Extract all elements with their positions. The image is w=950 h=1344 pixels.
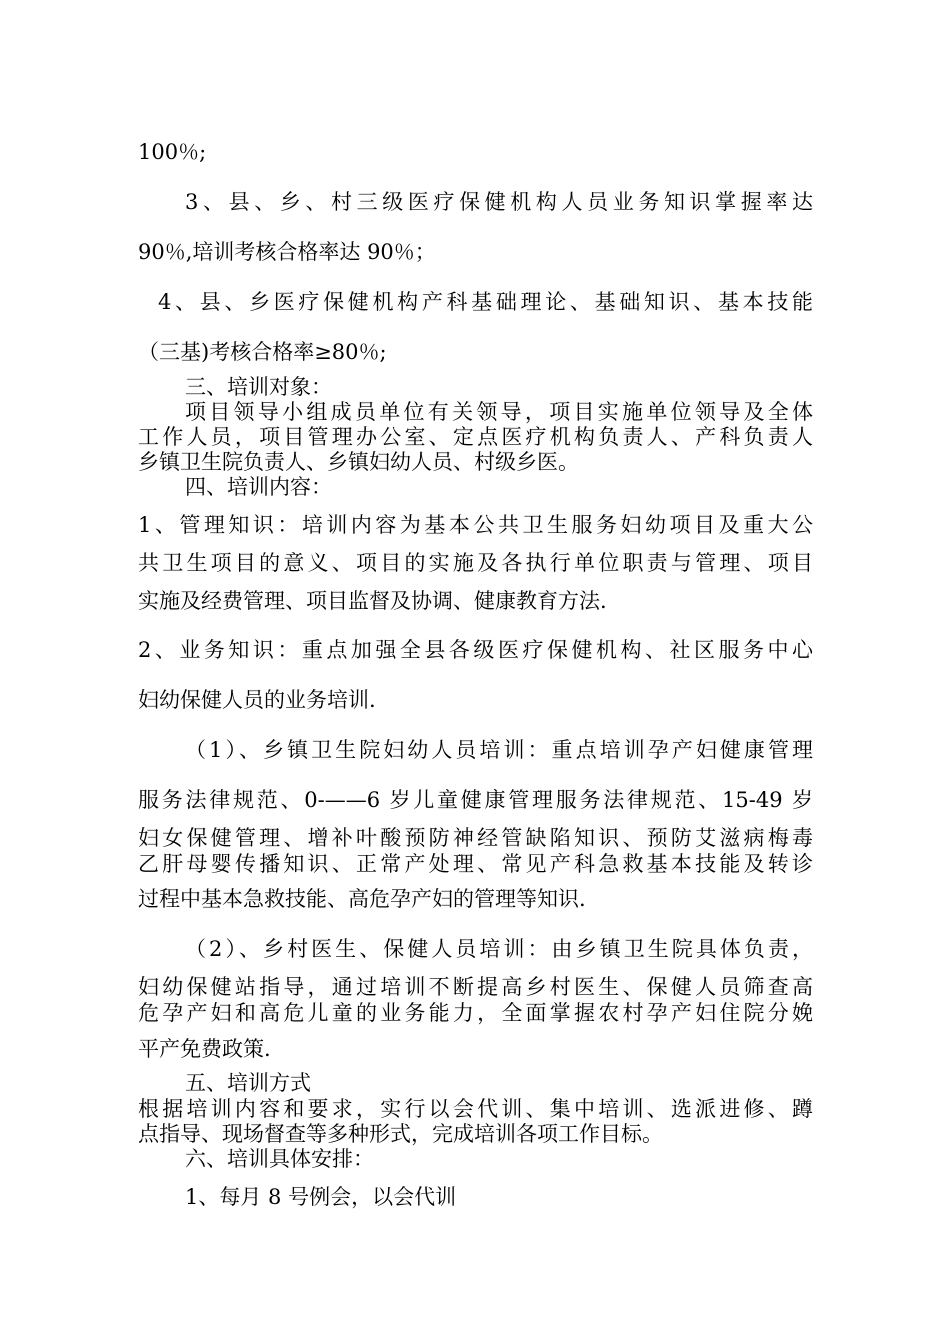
text-line: 共卫生项目的意义、项目的实施及各执行单位职责与管理、项目	[138, 551, 813, 575]
text-line: 根据培训内容和要求，实行以会代训、集中培训、选派进修、蹲	[138, 1097, 813, 1121]
text-line: 4、县、乡医疗保健机构产科基础理论、基础知识、基本技能	[158, 290, 813, 314]
text-line: （1）、乡镇卫生院妇幼人员培训：重点培训孕产妇健康管理	[185, 738, 813, 762]
text-line: （三基)考核合格率≥80％;	[138, 340, 387, 364]
text-line: 3、县、乡、村三级医疗保健机构人员业务知识掌握率达	[185, 190, 813, 214]
text-line: 1、每月 8 号例会，以会代训	[185, 1185, 457, 1209]
text-line: 妇幼保健人员的业务培训.	[138, 688, 376, 712]
text-line: 乡镇卫生院负责人、乡镇妇幼人员、村级乡医。	[138, 450, 579, 474]
text-line: （2）、乡村医生、保健人员培训：由乡镇卫生院具体负责，	[185, 937, 813, 961]
text-line: 实施及经费管理、项目监督及协调、健康教育方法.	[138, 589, 607, 613]
text-line: 服务法律规范、0-——6 岁儿童健康管理服务法律规范、15-49 岁	[138, 788, 813, 812]
text-line: 过程中基本急救技能、高危孕产妇的管理等知识.	[138, 887, 586, 911]
text-line: 工作人员，项目管理办公室、定点医疗机构负责人、产科负责人	[138, 425, 813, 449]
text-line: 乙肝母婴传播知识、正常产处理、常见产科急救基本技能及转诊	[138, 852, 813, 876]
text-line: 2、业务知识：重点加强全县各级医疗保健机构、社区服务中心	[138, 638, 813, 662]
text-line: 妇幼保健站指导，通过培训不断提高乡村医生、保健人员筛查高	[138, 975, 813, 999]
text-line: 妇女保健管理、增补叶酸预防神经管缺陷知识、预防艾滋病梅毒	[138, 826, 813, 850]
section-heading: 五、培训方式	[185, 1071, 311, 1095]
text-line: 点指导、现场督查等多种形式，完成培训各项工作目标。	[138, 1122, 663, 1146]
text-line: 平产免费政策.	[138, 1037, 271, 1061]
section-heading: 三、培训对象：	[185, 375, 332, 399]
text-line: 1、管理知识：培训内容为基本公共卫生服务妇幼项目及重大公	[138, 513, 813, 537]
section-heading: 六、培训具体安排：	[185, 1147, 374, 1171]
text-line: 危孕产妇和高危儿童的业务能力，全面掌握农村孕产妇住院分娩	[138, 1001, 813, 1025]
text-line: 100％;	[138, 140, 207, 164]
text-line: 90％,培训考核合格率达 90％；	[138, 240, 436, 264]
text-line: 项目领导小组成员单位有关领导，项目实施单位领导及全体	[185, 400, 813, 424]
section-heading: 四、培训内容：	[185, 475, 332, 499]
